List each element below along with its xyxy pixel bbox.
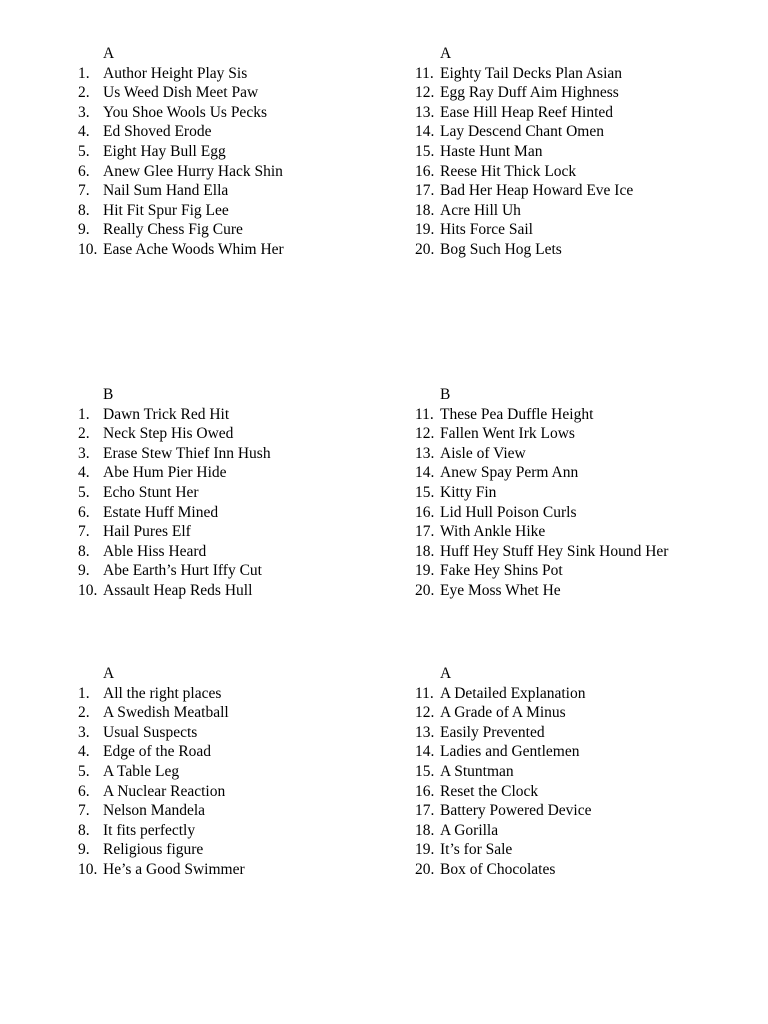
list-item xyxy=(415,840,745,860)
list-item xyxy=(78,181,408,201)
list-item xyxy=(78,581,408,601)
item-text: Edge of the Road xyxy=(103,743,212,761)
item-text: Battery Powered Device xyxy=(440,802,592,820)
item-text: Fallen Went Irk Lows xyxy=(440,425,575,443)
list-item xyxy=(415,684,745,704)
list-item xyxy=(78,240,408,260)
list-item xyxy=(415,83,745,103)
item-text: Abe Earth’s Hurt Iffy Cut xyxy=(103,562,262,580)
item-text: Eighty Tail Decks Plan Asian xyxy=(440,64,623,82)
item-number: 6. xyxy=(78,503,90,521)
item-text: Eight Hay Bull Egg xyxy=(103,142,226,160)
item-number: 1. xyxy=(78,64,90,82)
block-heading: B xyxy=(440,386,451,403)
item-text: Anew Spay Perm Ann xyxy=(440,464,579,482)
list-item xyxy=(415,444,745,464)
item-text: A Grade of A Minus xyxy=(440,704,566,722)
item-number: 10. xyxy=(78,240,98,258)
item-text: A Nuclear Reaction xyxy=(103,782,226,800)
item-text: Echo Stunt Her xyxy=(103,483,199,501)
item-number: 12. xyxy=(415,84,435,102)
item-number: 15. xyxy=(415,142,435,160)
item-text: A Detailed Explanation xyxy=(440,684,586,702)
list-item xyxy=(415,561,745,581)
item-text: Kitty Fin xyxy=(440,483,497,501)
list-item xyxy=(78,122,408,142)
item-number: 9. xyxy=(78,562,90,580)
item-number: 19. xyxy=(415,562,435,580)
item-number: 3. xyxy=(78,444,90,462)
list-item xyxy=(415,122,745,142)
item-number: 15. xyxy=(415,762,435,780)
item-number: 13. xyxy=(415,103,435,121)
item-text: Assault Heap Reds Hull xyxy=(103,581,253,599)
item-text: He’s a Good Swimmer xyxy=(103,860,245,878)
list-item xyxy=(78,103,408,123)
list-item xyxy=(415,782,745,802)
list-item xyxy=(78,64,408,84)
list-item xyxy=(415,103,745,123)
item-text: Erase Stew Thief Inn Hush xyxy=(103,444,271,462)
item-number: 8. xyxy=(78,542,90,560)
item-text: Author Height Play Sis xyxy=(103,64,248,82)
item-number: 12. xyxy=(415,704,435,722)
item-text: Haste Hunt Man xyxy=(440,142,543,160)
item-number: 7. xyxy=(78,523,90,541)
item-number: 11. xyxy=(415,64,434,82)
item-text: Fake Hey Shins Pot xyxy=(440,562,563,580)
list-item xyxy=(78,405,408,425)
item-text: Lay Descend Chant Omen xyxy=(440,123,604,141)
item-number: 7. xyxy=(78,182,90,200)
item-number: 1. xyxy=(78,405,90,423)
list-item xyxy=(78,703,408,723)
list-item xyxy=(415,703,745,723)
item-text: A Swedish Meatball xyxy=(103,704,229,722)
list-item xyxy=(78,542,408,562)
item-number: 18. xyxy=(415,542,435,560)
item-number: 3. xyxy=(78,723,90,741)
list-item xyxy=(415,821,745,841)
item-text: A Stuntman xyxy=(440,762,514,780)
item-text: Abe Hum Pier Hide xyxy=(103,464,227,482)
item-number: 10. xyxy=(78,581,98,599)
item-text: Anew Glee Hurry Hack Shin xyxy=(103,162,283,180)
item-number: 2. xyxy=(78,704,90,722)
item-text: Able Hiss Heard xyxy=(103,542,207,560)
item-text: Dawn Trick Red Hit xyxy=(103,405,230,423)
item-text: Reese Hit Thick Lock xyxy=(440,162,577,180)
list-item xyxy=(78,860,408,880)
list-item xyxy=(415,581,745,601)
list-item xyxy=(78,723,408,743)
item-text: Usual Suspects xyxy=(103,723,198,741)
list-block-b-1-10 xyxy=(78,385,408,601)
item-text: A Gorilla xyxy=(440,821,499,839)
block-heading: A xyxy=(103,45,115,62)
item-number: 4. xyxy=(78,743,90,761)
item-text: Acre Hill Uh xyxy=(440,201,521,219)
item-text: Reset the Clock xyxy=(440,782,539,800)
list-block-a-1-10 xyxy=(78,44,408,260)
list-item xyxy=(415,240,745,260)
item-number: 14. xyxy=(415,743,435,761)
list-item xyxy=(78,782,408,802)
item-text: Aisle of View xyxy=(440,444,526,462)
item-number: 20. xyxy=(415,240,435,258)
list-item xyxy=(415,801,745,821)
item-text: With Ankle Hike xyxy=(440,523,546,541)
item-text: Estate Huff Mined xyxy=(103,503,219,521)
item-number: 2. xyxy=(78,425,90,443)
item-text: Bad Her Heap Howard Eve Ice xyxy=(440,182,634,200)
item-number: 16. xyxy=(415,503,435,521)
item-number: 4. xyxy=(78,464,90,482)
item-number: 14. xyxy=(415,123,435,141)
item-text: You Shoe Wools Us Pecks xyxy=(103,103,267,121)
item-text: Huff Hey Stuff Hey Sink Hound Her xyxy=(440,542,669,560)
item-number: 1. xyxy=(78,684,90,702)
item-number: 2. xyxy=(78,84,90,102)
list-item xyxy=(78,742,408,762)
list-item xyxy=(415,142,745,162)
item-number: 14. xyxy=(415,464,435,482)
item-number: 18. xyxy=(415,821,435,839)
item-text: Ease Hill Heap Reef Hinted xyxy=(440,103,614,121)
item-text: Egg Ray Duff Aim Highness xyxy=(440,84,619,102)
list-item xyxy=(78,201,408,221)
list-item xyxy=(78,142,408,162)
list-item xyxy=(78,840,408,860)
list-item xyxy=(415,405,745,425)
list-block-a-answers-11-20 xyxy=(415,664,745,880)
item-number: 13. xyxy=(415,444,435,462)
item-number: 11. xyxy=(415,684,434,702)
item-text: Nail Sum Hand Ella xyxy=(103,182,229,200)
list-item xyxy=(415,424,745,444)
list-block-a-11-20 xyxy=(415,44,745,260)
item-text: Lid Hull Poison Curls xyxy=(440,503,577,521)
list-item xyxy=(78,424,408,444)
list-item xyxy=(415,742,745,762)
item-text: Really Chess Fig Cure xyxy=(103,221,243,239)
item-number: 6. xyxy=(78,162,90,180)
item-text: Eye Moss Whet He xyxy=(440,581,561,599)
item-text: Hit Fit Spur Fig Lee xyxy=(103,201,229,219)
item-number: 17. xyxy=(415,182,435,200)
item-number: 19. xyxy=(415,221,435,239)
list-item xyxy=(415,463,745,483)
list-item xyxy=(415,723,745,743)
list-item xyxy=(415,64,745,84)
item-text: A Table Leg xyxy=(103,762,180,780)
item-number: 9. xyxy=(78,221,90,239)
item-number: 16. xyxy=(415,782,435,800)
item-text: Box of Chocolates xyxy=(440,860,556,878)
list-item xyxy=(78,220,408,240)
item-number: 11. xyxy=(415,405,434,423)
list-item xyxy=(78,503,408,523)
item-number: 20. xyxy=(415,860,435,878)
list-block-b-11-20 xyxy=(415,385,745,601)
item-text: Ease Ache Woods Whim Her xyxy=(103,240,284,258)
item-text: These Pea Duffle Height xyxy=(440,405,594,423)
list-item xyxy=(78,684,408,704)
item-text: Hail Pures Elf xyxy=(103,523,191,541)
block-heading: B xyxy=(103,386,114,403)
item-text: All the right places xyxy=(103,684,222,702)
item-number: 5. xyxy=(78,483,90,501)
list-item xyxy=(415,860,745,880)
list-item xyxy=(415,542,745,562)
item-text: Nelson Mandela xyxy=(103,802,206,820)
item-number: 13. xyxy=(415,723,435,741)
item-number: 15. xyxy=(415,483,435,501)
item-text: Easily Prevented xyxy=(440,723,545,741)
item-text: Hits Force Sail xyxy=(440,221,533,239)
item-number: 9. xyxy=(78,841,90,859)
item-number: 16. xyxy=(415,162,435,180)
item-number: 5. xyxy=(78,142,90,160)
list-item xyxy=(415,181,745,201)
item-text: Religious figure xyxy=(103,841,204,859)
item-number: 8. xyxy=(78,821,90,839)
list-item xyxy=(78,83,408,103)
list-item xyxy=(415,483,745,503)
item-number: 5. xyxy=(78,762,90,780)
list-item xyxy=(78,483,408,503)
block-heading: A xyxy=(440,45,452,62)
item-number: 4. xyxy=(78,123,90,141)
list-item xyxy=(78,463,408,483)
item-number: 20. xyxy=(415,581,435,599)
item-number: 10. xyxy=(78,860,98,878)
item-number: 18. xyxy=(415,201,435,219)
block-heading: A xyxy=(103,665,115,682)
list-item xyxy=(78,162,408,182)
item-number: 17. xyxy=(415,802,435,820)
list-item xyxy=(415,162,745,182)
list-item xyxy=(415,220,745,240)
list-item xyxy=(415,503,745,523)
item-number: 17. xyxy=(415,523,435,541)
list-item xyxy=(78,821,408,841)
list-item xyxy=(78,444,408,464)
list-item xyxy=(415,762,745,782)
list-item xyxy=(78,762,408,782)
item-number: 3. xyxy=(78,103,90,121)
list-item xyxy=(415,201,745,221)
block-heading: A xyxy=(440,665,452,682)
item-text: Ladies and Gentlemen xyxy=(440,743,580,761)
item-number: 12. xyxy=(415,425,435,443)
list-item xyxy=(415,522,745,542)
item-text: It’s for Sale xyxy=(440,841,513,859)
list-item xyxy=(78,801,408,821)
list-item xyxy=(78,522,408,542)
item-number: 6. xyxy=(78,782,90,800)
item-text: Ed Shoved Erode xyxy=(103,123,212,141)
list-item xyxy=(78,561,408,581)
item-text: Us Weed Dish Meet Paw xyxy=(103,84,259,102)
item-text: Neck Step His Owed xyxy=(103,425,234,443)
item-number: 7. xyxy=(78,802,90,820)
item-text: It fits perfectly xyxy=(103,821,196,839)
list-block-a-answers-1-10 xyxy=(78,664,408,880)
item-number: 19. xyxy=(415,841,435,859)
item-number: 8. xyxy=(78,201,90,219)
item-text: Bog Such Hog Lets xyxy=(440,240,562,258)
